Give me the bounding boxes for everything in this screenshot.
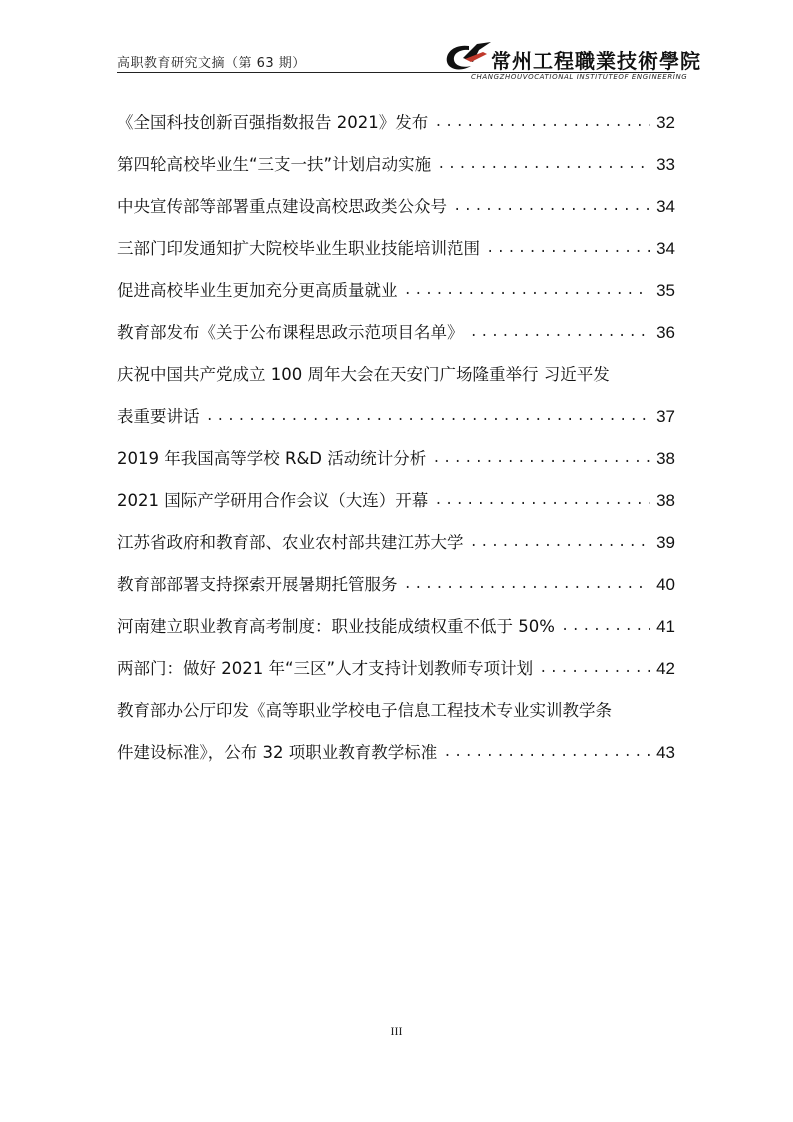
toc-leader-dots [426,438,650,480]
publication-title: 高职教育研究文摘（第 63 期） [117,56,306,71]
toc-entry[interactable] [117,186,675,228]
toc-leader-dots [555,606,650,648]
toc-entry[interactable] [117,564,675,606]
header-divider [117,72,675,73]
school-logo [443,42,701,86]
toc-page-number: 39 [656,533,675,552]
toc-entry[interactable] [117,270,675,312]
toc-leader-dots [428,102,650,144]
toc-entry[interactable] [117,690,675,774]
toc-leader-dots [480,228,650,270]
toc-entry[interactable] [117,522,675,564]
toc-entry-title: 中央宣传部等部署重点建设高校思政类公众号 [117,197,447,216]
toc-page-number: 38 [656,449,675,468]
toc-entry-title-line1: 庆祝中国共产党成立 100 周年大会在天安门广场隆重举行 习近平发 [117,365,610,384]
swoosh-logo-icon [443,42,495,74]
toc-page-number: 33 [656,155,675,174]
toc-page-number: 43 [656,743,675,762]
toc-page-number: 38 [656,491,675,510]
toc-leader-dots [464,522,651,564]
toc-leader-dots [437,732,650,774]
toc-page-number: 34 [656,197,675,216]
toc-entry-title: 三部门印发通知扩大院校毕业生职业技能培训范围 [117,239,480,258]
toc-entry-title: 教育部部署支持探索开展暑期托管服务 [117,575,398,594]
toc-entry-title: 2021 国际产学研用合作会议（大连）开幕 [117,491,429,510]
toc-entry[interactable] [117,228,675,270]
toc-entry-title: 河南建立职业教育高考制度：职业技能成绩权重不低于 50% [117,617,555,636]
toc-leader-dots [464,312,651,354]
toc-page-number: 35 [656,281,675,300]
logo-subtitle: CHANGZHOUVOCATIONAL INSTITUTEOF ENGINEERING [471,73,688,81]
toc-leader-dots [533,648,650,690]
table-of-contents [117,102,675,774]
toc-entry[interactable] [117,438,675,480]
toc-page-number: 41 [656,617,675,636]
toc-entry[interactable] [117,606,675,648]
toc-leader-dots [428,480,650,522]
toc-leader-dots [398,564,651,606]
toc-entry-title: 两部门：做好 2021 年“三区”人才支持计划教师专项计划 [117,659,534,678]
toc-page-number: 37 [656,407,675,426]
toc-entry[interactable] [117,354,675,438]
toc-entry-title: 促进高校毕业生更加充分更高质量就业 [117,281,398,300]
toc-entry[interactable] [117,648,675,690]
toc-entry-title: 2019 年我国高等学校 R&D 活动统计分析 [117,449,427,468]
toc-entry-title: 第四轮高校毕业生“三支一扶”计划启动实施 [117,155,432,174]
toc-entry-title: 教育部发布《关于公布课程思政示范项目名单》 [117,323,464,342]
toc-entry-title: 件建设标准》，公布 32 项职业教育教学标准 [117,743,438,762]
toc-entry-title-line1: 教育部办公厅印发《高等职业学校电子信息工程技术专业实训教学条 [117,701,612,720]
toc-leader-dots [447,186,650,228]
toc-entry[interactable] [117,102,675,144]
toc-page-number: 34 [656,239,675,258]
logo-title: 常州工程職業技術學院 [491,49,701,73]
toc-page-number: 36 [656,323,675,342]
toc-page-number: 40 [656,575,675,594]
toc-leader-dots [200,396,651,438]
toc-leader-dots [431,144,650,186]
toc-entry-title: 江苏省政府和教育部、农业农村部共建江苏大学 [117,533,464,552]
toc-entry[interactable] [117,144,675,186]
toc-page-number: 32 [656,113,675,132]
toc-entry[interactable] [117,480,675,522]
page-number-footer: III [390,1024,403,1038]
toc-page-number: 42 [656,659,675,678]
toc-leader-dots [398,270,651,312]
toc-entry[interactable] [117,312,675,354]
toc-entry-title: 表重要讲话 [117,407,200,426]
toc-entry-title: 《全国科技创新百强指数报告 2021》发布 [117,113,429,132]
